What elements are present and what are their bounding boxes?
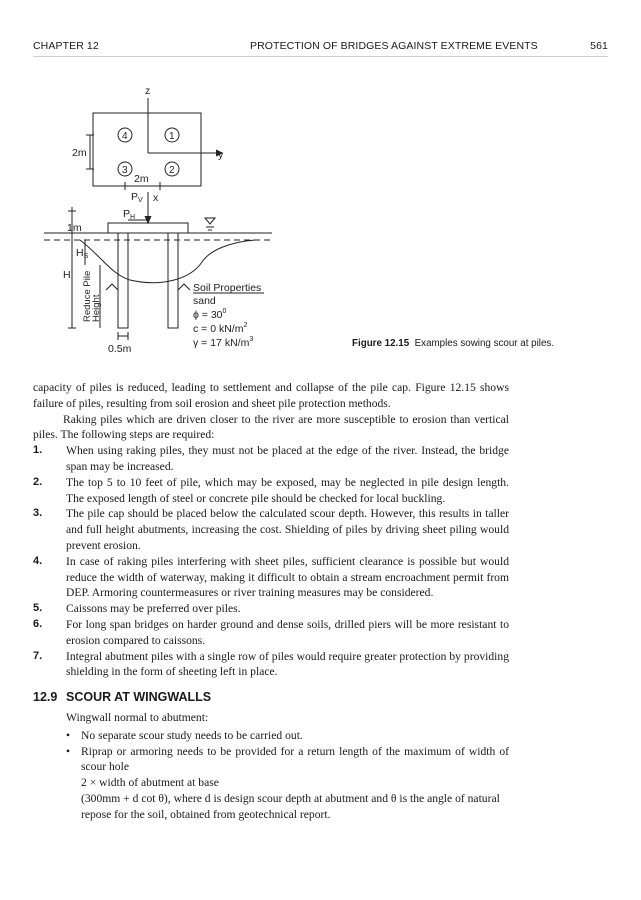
section-heading [33, 690, 509, 706]
soil-phi: $\phi = 30^0$ [193, 308, 227, 321]
pile-left [118, 233, 128, 328]
axis-x-label: x [153, 192, 159, 204]
soil-properties-title: Soil Properties [193, 282, 262, 294]
formula-line-2: (300mm + d cot θ), where d is design scour depth at abutment and θ is the angle of natural repose for the soil, obtained from geotechnical report. [81, 791, 500, 821]
soil-cohesion: c = 0 $kN/m^2$ [193, 322, 248, 335]
pile-label-1: 1 [169, 131, 175, 142]
section-title: SCOUR AT WINGWALLS [66, 690, 212, 705]
soil-type: sand [193, 295, 216, 307]
page-number: 561 [590, 40, 608, 52]
hs-label: HS [76, 247, 89, 260]
dim-label-2m-vertical: 2m [72, 147, 87, 159]
chapter-label: CHAPTER 12 [33, 40, 99, 52]
pile-label-2: 2 [169, 165, 175, 176]
dim-label-2m-horizontal: 2m [134, 173, 149, 185]
list-item: • Riprap or armoring needs to be provided for a return length of the maximum of width of scour hole [66, 744, 509, 774]
list-item: 4. In case of raking piles interfering with sheet piles, sufficient clearance is possible but would reduce the width of waterway, making it difficult to obtain a stream encroachment permit from DEP. Armoring countermeasures or river training measures may be considered. [33, 554, 509, 600]
figure-caption [352, 338, 554, 349]
zigzag-mark [178, 284, 190, 290]
figure-caption-text: Examples sowing scour at piles. [414, 338, 555, 349]
list-item: 2. The top 5 to 10 feet of pile, which may be exposed, may be neglected in pile design length. The exposed length of steel or concrete pile should be checked for local buckling. [33, 475, 509, 505]
height-label: Height [91, 294, 102, 322]
pv-label: PV [131, 191, 143, 204]
list-item: 5. Caissons may be preferred over piles. [33, 602, 241, 616]
list-item: 1. When using raking piles, they must not be placed at the edge of the river. Instead, the bridge span may be increased. [33, 444, 509, 473]
subheading: Wingwall normal to abutment: [66, 710, 209, 724]
list-item: • No separate scour study needs to be carried out. [66, 728, 303, 742]
list-item: 6. For long span bridges on harder ground and dense soils, drilled piers will be more resistant to erosion compared to caissons. [33, 617, 509, 647]
paragraph-1: capacity of piles is reduced, leading to settlement and collapse of the pile cap. Figure 12.15 shows failure of piles, resulting from soil erosion and sheet pile protection methods. [33, 381, 509, 410]
h-label: H [63, 269, 71, 281]
formula-line-1: 2 × width of abutment at base [81, 776, 219, 790]
header-rule [33, 56, 608, 57]
zigzag-mark [106, 284, 118, 290]
dim-label-1m: 1m [67, 222, 82, 234]
bullet-list [33, 728, 509, 775]
pile-scour-figure [30, 80, 360, 365]
paragraph-2: Raking piles which are driven closer to the river are more susceptible to erosion than vertical piles. The following steps are required: [33, 412, 509, 442]
running-title: PROTECTION OF BRIDGES AGAINST EXTREME EVENTS [250, 40, 538, 52]
list-item: 3. The pile cap should be placed below the calculated scour depth. However, this results in taller and full height abutments, increasing the cost. Shielding of piles by driving sheet piling would prevent erosion. [33, 507, 509, 552]
steps-list [33, 443, 509, 680]
figure-caption-label: Figure 12.15 [352, 338, 410, 349]
list-item: 7. Integral abutment piles with a single row of piles would require greater protection by providing shielding in the form of sheeting left in place. [33, 649, 509, 679]
soil-gamma: γ = 17 $kN/m^3$ [193, 336, 254, 349]
pile-label-4: 4 [122, 131, 128, 142]
pile-label-3: 3 [122, 165, 128, 176]
ph-label: PH [123, 208, 136, 221]
axis-y-label: y [218, 149, 224, 161]
body-text [33, 380, 509, 823]
pile-cap-elevation [108, 223, 188, 233]
axis-z-label: z [145, 85, 151, 97]
reduce-pile-label: Reduce Pile [82, 270, 93, 322]
section-number: 12.9 [33, 690, 58, 705]
water-surface-symbol [205, 218, 215, 224]
dim-label-05m: 0.5m [108, 343, 132, 355]
